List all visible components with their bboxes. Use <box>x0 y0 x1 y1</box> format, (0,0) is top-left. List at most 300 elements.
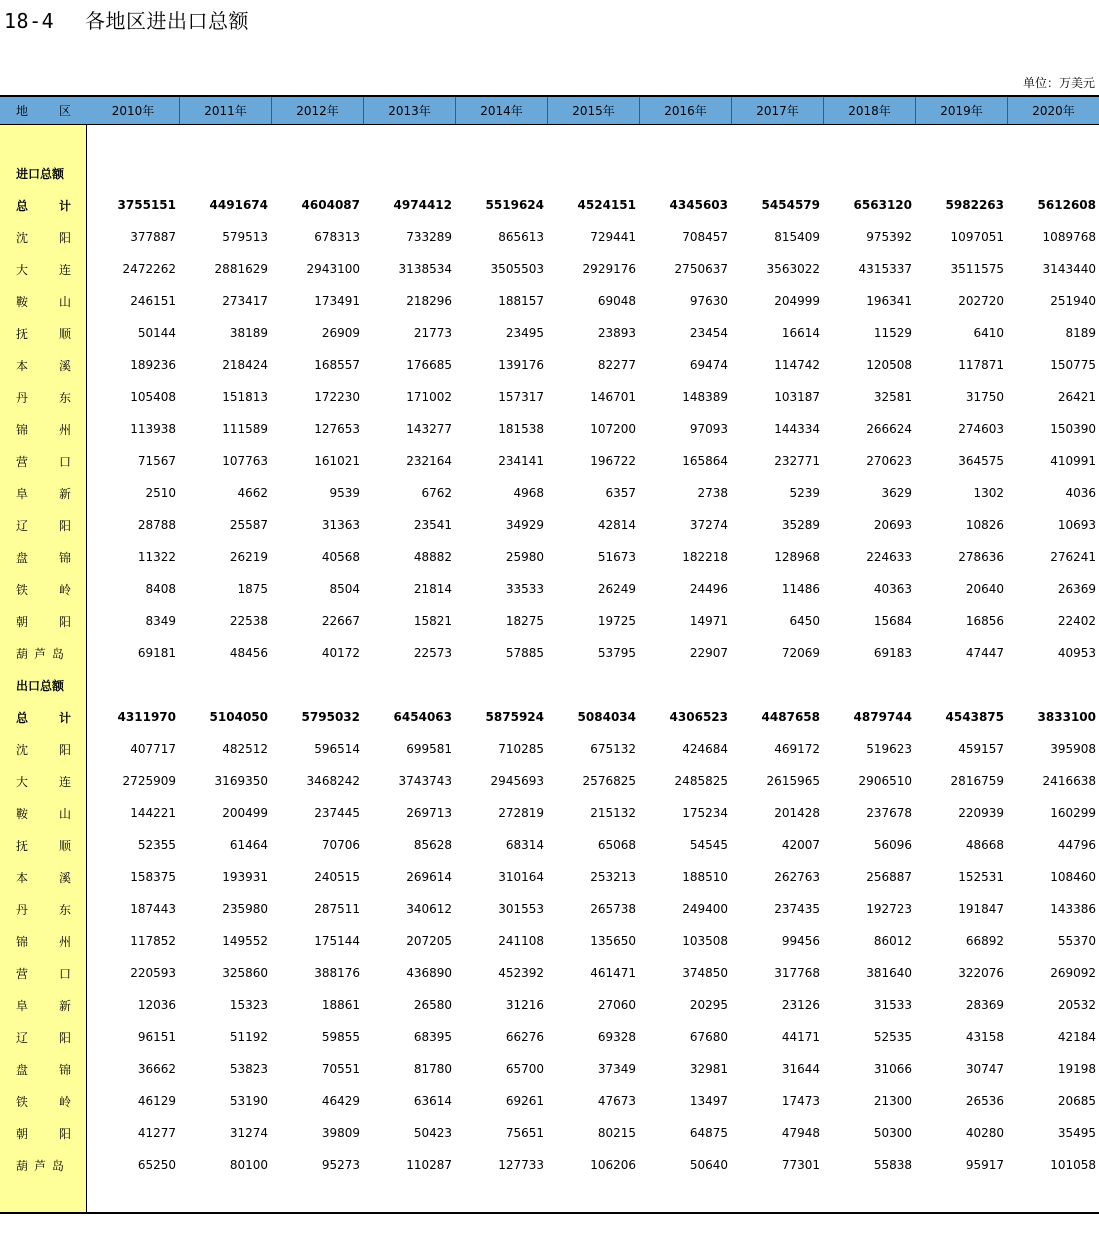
value-cell: 28788 <box>137 518 176 532</box>
region-name-part: 丹 <box>16 902 29 917</box>
table-row <box>0 1149 1099 1181</box>
value-cell: 52355 <box>137 838 176 852</box>
value-cell: 26421 <box>1057 390 1096 404</box>
value-cell: 8504 <box>329 582 360 596</box>
value-cell: 72069 <box>781 646 820 660</box>
value-cell: 31066 <box>873 1062 912 1076</box>
value-cell: 69048 <box>597 294 636 308</box>
value-cell: 70706 <box>321 838 360 852</box>
region-name-part: 新 <box>58 998 71 1013</box>
value-cell: 469172 <box>774 742 820 756</box>
value-cell: 4604087 <box>301 198 360 212</box>
value-cell: 66892 <box>965 934 1004 948</box>
table-row <box>0 317 1099 349</box>
value-cell: 424684 <box>682 742 728 756</box>
value-cell: 241108 <box>498 934 544 948</box>
table-row <box>0 221 1099 253</box>
value-cell: 69328 <box>597 1030 636 1044</box>
value-cell: 42007 <box>781 838 820 852</box>
region-name-part: 鞍 <box>16 806 29 821</box>
value-cell: 64875 <box>689 1126 728 1140</box>
region-name-part: 大 <box>16 262 29 277</box>
region-name-part: 抚 <box>16 838 29 853</box>
value-cell: 13497 <box>689 1094 728 1108</box>
value-cell: 237445 <box>314 806 360 820</box>
value-cell: 127653 <box>314 422 360 436</box>
region-name-part: 山 <box>58 294 71 309</box>
value-cell: 21773 <box>413 326 452 340</box>
value-cell: 1089768 <box>1042 230 1096 244</box>
value-cell: 3833100 <box>1037 710 1096 724</box>
value-cell: 114742 <box>774 358 820 372</box>
value-cell: 20295 <box>689 998 728 1012</box>
value-cell: 232771 <box>774 454 820 468</box>
value-cell: 22907 <box>689 646 728 660</box>
region-name <box>0 581 87 598</box>
value-cell: 269713 <box>406 806 452 820</box>
value-cell: 44796 <box>1057 838 1096 852</box>
value-cell: 26909 <box>321 326 360 340</box>
value-cell: 11322 <box>137 550 176 564</box>
value-cell: 237435 <box>774 902 820 916</box>
value-cell: 3468242 <box>306 774 360 788</box>
value-cell: 23126 <box>781 998 820 1012</box>
region-name <box>0 933 87 950</box>
region-name <box>0 869 87 886</box>
region-name-part: 总 <box>16 198 29 213</box>
value-cell: 4306523 <box>669 710 728 724</box>
value-cell: 22402 <box>1057 614 1096 628</box>
value-cell: 95273 <box>321 1158 360 1172</box>
value-cell: 40953 <box>1057 646 1096 660</box>
value-cell: 113938 <box>130 422 176 436</box>
value-cell: 4974412 <box>393 198 452 212</box>
value-cell: 52535 <box>873 1030 912 1044</box>
value-cell: 4487658 <box>761 710 820 724</box>
region-name <box>0 453 87 470</box>
region-name-part: 州 <box>58 422 71 437</box>
region-name <box>0 325 87 342</box>
region-name-part: 新 <box>58 486 71 501</box>
value-cell: 2416638 <box>1042 774 1096 788</box>
value-cell: 187443 <box>130 902 176 916</box>
region-name <box>0 1093 87 1110</box>
value-cell: 56096 <box>873 838 912 852</box>
value-cell: 40280 <box>965 1126 1004 1140</box>
value-cell: 256887 <box>866 870 912 884</box>
value-cell: 322076 <box>958 966 1004 980</box>
value-cell: 26536 <box>965 1094 1004 1108</box>
table-row <box>0 1021 1099 1053</box>
value-cell: 20640 <box>965 582 1004 596</box>
value-cell: 2615965 <box>766 774 820 788</box>
table-number: 18-4 <box>4 9 55 33</box>
region-name-part: 大 <box>16 774 29 789</box>
value-cell: 2472262 <box>122 262 176 276</box>
value-cell: 26580 <box>413 998 452 1012</box>
value-cell: 15821 <box>413 614 452 628</box>
region-name <box>0 1157 87 1174</box>
value-cell: 196722 <box>590 454 636 468</box>
value-cell: 146701 <box>590 390 636 404</box>
value-cell: 262763 <box>774 870 820 884</box>
region-name-part: 盘 <box>16 1062 29 1077</box>
value-cell: 26219 <box>229 550 268 564</box>
region-name-part: 鞍 <box>16 294 29 309</box>
value-cell: 3143440 <box>1042 262 1096 276</box>
value-cell: 9539 <box>329 486 360 500</box>
region-name <box>0 741 87 758</box>
value-cell: 23495 <box>505 326 544 340</box>
value-cell: 4543875 <box>945 710 1004 724</box>
value-cell: 5875924 <box>485 710 544 724</box>
value-cell: 103187 <box>774 390 820 404</box>
value-cell: 158375 <box>130 870 176 884</box>
value-cell: 325860 <box>222 966 268 980</box>
region-name-part: 营 <box>16 454 29 469</box>
value-cell: 2945693 <box>490 774 544 788</box>
header-year: 2017年 <box>731 97 823 124</box>
value-cell: 143277 <box>406 422 452 436</box>
region-name-part: 溪 <box>58 358 71 373</box>
region-name-part: 抚 <box>16 326 29 341</box>
value-cell: 50300 <box>873 1126 912 1140</box>
region-name <box>0 293 87 310</box>
value-cell: 66276 <box>505 1030 544 1044</box>
value-cell: 269092 <box>1050 966 1096 980</box>
value-cell: 105408 <box>130 390 176 404</box>
value-cell: 51673 <box>597 550 636 564</box>
value-cell: 310164 <box>498 870 544 884</box>
value-cell: 48456 <box>229 646 268 660</box>
value-cell: 461471 <box>590 966 636 980</box>
value-cell: 272819 <box>498 806 544 820</box>
value-cell: 2816759 <box>950 774 1004 788</box>
value-cell: 364575 <box>958 454 1004 468</box>
value-cell: 36662 <box>137 1062 176 1076</box>
value-cell: 4491674 <box>209 198 268 212</box>
value-cell: 69181 <box>137 646 176 660</box>
header-year: 2019年 <box>915 97 1007 124</box>
value-cell: 120508 <box>866 358 912 372</box>
value-cell: 59855 <box>321 1030 360 1044</box>
value-cell: 8189 <box>1065 326 1096 340</box>
table-header <box>0 95 1099 125</box>
value-cell: 975392 <box>866 230 912 244</box>
value-cell: 2725909 <box>122 774 176 788</box>
region-name <box>0 837 87 854</box>
table-row <box>0 1117 1099 1149</box>
value-cell: 2881629 <box>214 262 268 276</box>
value-cell: 301553 <box>498 902 544 916</box>
value-cell: 3755151 <box>117 198 176 212</box>
value-cell: 237678 <box>866 806 912 820</box>
value-cell: 191847 <box>958 902 1004 916</box>
value-cell: 15684 <box>873 614 912 628</box>
value-cell: 44171 <box>781 1030 820 1044</box>
value-cell: 2943100 <box>306 262 360 276</box>
value-cell: 50144 <box>137 326 176 340</box>
region-name-part: 连 <box>58 774 71 789</box>
table-row <box>0 733 1099 765</box>
value-cell: 240515 <box>314 870 360 884</box>
value-cell: 46429 <box>321 1094 360 1108</box>
region-name <box>0 197 87 214</box>
value-cell: 149552 <box>222 934 268 948</box>
total-row <box>0 701 1099 733</box>
value-cell: 85628 <box>413 838 452 852</box>
value-cell: 815409 <box>774 230 820 244</box>
value-cell: 377887 <box>130 230 176 244</box>
value-cell: 192723 <box>866 902 912 916</box>
value-cell: 71567 <box>137 454 176 468</box>
table-body <box>0 157 1099 1181</box>
value-cell: 5239 <box>789 486 820 500</box>
value-cell: 21814 <box>413 582 452 596</box>
value-cell: 69183 <box>873 646 912 660</box>
value-cell: 54545 <box>689 838 728 852</box>
header-year: 2016年 <box>639 97 731 124</box>
region-name-part: 朝 <box>16 1126 29 1141</box>
value-cell: 8408 <box>145 582 176 596</box>
value-cell: 374850 <box>682 966 728 980</box>
value-cell: 436890 <box>406 966 452 980</box>
value-cell: 340612 <box>406 902 452 916</box>
value-cell: 865613 <box>498 230 544 244</box>
region-name-part: 溪 <box>58 870 71 885</box>
region-name-part: 阳 <box>58 742 71 757</box>
value-cell: 96151 <box>137 1030 176 1044</box>
region-name-part: 阳 <box>58 230 71 245</box>
value-cell: 3511575 <box>950 262 1004 276</box>
value-cell: 2906510 <box>858 774 912 788</box>
value-cell: 37349 <box>597 1062 636 1076</box>
value-cell: 106206 <box>590 1158 636 1172</box>
region-name <box>0 485 87 502</box>
value-cell: 103508 <box>682 934 728 948</box>
value-cell: 68314 <box>505 838 544 852</box>
value-cell: 8349 <box>145 614 176 628</box>
value-cell: 579513 <box>222 230 268 244</box>
value-cell: 110287 <box>406 1158 452 1172</box>
value-cell: 40568 <box>321 550 360 564</box>
region-name-part: 葫芦岛 <box>16 646 71 661</box>
value-cell: 81780 <box>413 1062 452 1076</box>
value-cell: 15323 <box>229 998 268 1012</box>
region-name-part: 岭 <box>58 1094 71 1109</box>
value-cell: 69474 <box>689 358 728 372</box>
value-cell: 172230 <box>314 390 360 404</box>
value-cell: 234141 <box>498 454 544 468</box>
value-cell: 266624 <box>866 422 912 436</box>
table-title: 各地区进出口总额 <box>85 9 250 33</box>
value-cell: 188157 <box>498 294 544 308</box>
value-cell: 168557 <box>314 358 360 372</box>
value-cell: 733289 <box>406 230 452 244</box>
region-name-part: 辽 <box>16 518 29 533</box>
value-cell: 708457 <box>682 230 728 244</box>
value-cell: 3563022 <box>766 262 820 276</box>
region-name <box>0 645 87 662</box>
value-cell: 150775 <box>1050 358 1096 372</box>
value-cell: 6357 <box>605 486 636 500</box>
value-cell: 161021 <box>314 454 360 468</box>
value-cell: 182218 <box>682 550 728 564</box>
value-cell: 218296 <box>406 294 452 308</box>
value-cell: 18275 <box>505 614 544 628</box>
value-cell: 65700 <box>505 1062 544 1076</box>
value-cell: 729441 <box>590 230 636 244</box>
value-cell: 11529 <box>873 326 912 340</box>
header-year: 2010年 <box>111 104 155 118</box>
value-cell: 18861 <box>321 998 360 1012</box>
table-row <box>0 1085 1099 1117</box>
value-cell: 151813 <box>222 390 268 404</box>
value-cell: 276241 <box>1050 550 1096 564</box>
value-cell: 273417 <box>222 294 268 308</box>
region-name-part: 山 <box>58 806 71 821</box>
value-cell: 57885 <box>505 646 544 660</box>
value-cell: 139176 <box>498 358 544 372</box>
region-name-part: 计 <box>58 710 71 725</box>
value-cell: 31274 <box>229 1126 268 1140</box>
value-cell: 86012 <box>873 934 912 948</box>
value-cell: 235980 <box>222 902 268 916</box>
value-cell: 25980 <box>505 550 544 564</box>
table-row <box>0 1053 1099 1085</box>
value-cell: 34929 <box>505 518 544 532</box>
value-cell: 32581 <box>873 390 912 404</box>
value-cell: 31644 <box>781 1062 820 1076</box>
section-label: 出口总额 <box>16 678 65 693</box>
value-cell: 37274 <box>689 518 728 532</box>
region-name <box>0 421 87 438</box>
value-cell: 82277 <box>597 358 636 372</box>
header-year: 2015年 <box>547 97 639 124</box>
value-cell: 4036 <box>1065 486 1096 500</box>
value-cell: 148389 <box>682 390 728 404</box>
value-cell: 5795032 <box>301 710 360 724</box>
region-name <box>0 517 87 534</box>
value-cell: 193931 <box>222 870 268 884</box>
value-cell: 108460 <box>1050 870 1096 884</box>
total-row <box>0 189 1099 221</box>
value-cell: 269614 <box>406 870 452 884</box>
region-name-part: 东 <box>58 390 71 405</box>
value-cell: 204999 <box>774 294 820 308</box>
region-name <box>0 965 87 982</box>
value-cell: 232164 <box>406 454 452 468</box>
value-cell: 317768 <box>774 966 820 980</box>
value-cell: 6454063 <box>393 710 452 724</box>
value-cell: 41277 <box>137 1126 176 1140</box>
value-cell: 675132 <box>590 742 636 756</box>
value-cell: 21300 <box>873 1094 912 1108</box>
value-cell: 175144 <box>314 934 360 948</box>
region-name-part: 沈 <box>16 742 29 757</box>
value-cell: 42814 <box>597 518 636 532</box>
header-region-char-2: 区 <box>58 104 71 118</box>
value-cell: 31750 <box>965 390 1004 404</box>
value-cell: 5519624 <box>485 198 544 212</box>
value-cell: 67680 <box>689 1030 728 1044</box>
value-cell: 157317 <box>498 390 544 404</box>
value-cell: 35289 <box>781 518 820 532</box>
value-cell: 6450 <box>789 614 820 628</box>
table-row <box>0 765 1099 797</box>
table-row <box>0 989 1099 1021</box>
region-name-part: 丹 <box>16 390 29 405</box>
table-row <box>0 829 1099 861</box>
table-row <box>0 957 1099 989</box>
value-cell: 75651 <box>505 1126 544 1140</box>
value-cell: 10826 <box>965 518 1004 532</box>
value-cell: 20532 <box>1057 998 1096 1012</box>
value-cell: 48882 <box>413 550 452 564</box>
bottom-rule <box>0 1212 1099 1214</box>
region-name <box>0 901 87 918</box>
header-year: 2013年 <box>363 97 455 124</box>
value-cell: 4968 <box>513 486 544 500</box>
value-cell: 127733 <box>498 1158 544 1172</box>
value-cell: 50423 <box>413 1126 452 1140</box>
value-cell: 173491 <box>314 294 360 308</box>
value-cell: 25587 <box>229 518 268 532</box>
value-cell: 181538 <box>498 422 544 436</box>
table-row <box>0 381 1099 413</box>
value-cell: 5084034 <box>577 710 636 724</box>
header-region <box>0 97 87 124</box>
value-cell: 38189 <box>229 326 268 340</box>
value-cell: 265738 <box>590 902 636 916</box>
region-name <box>0 1061 87 1078</box>
value-cell: 23541 <box>413 518 452 532</box>
value-cell: 47447 <box>965 646 1004 660</box>
value-cell: 710285 <box>498 742 544 756</box>
table-row <box>0 605 1099 637</box>
region-name-part: 口 <box>58 966 71 981</box>
value-cell: 4345603 <box>669 198 728 212</box>
value-cell: 519623 <box>866 742 912 756</box>
region-name-part: 锦 <box>16 422 29 437</box>
value-cell: 4311970 <box>117 710 176 724</box>
table-row <box>0 637 1099 669</box>
region-name-part: 口 <box>58 454 71 469</box>
value-cell: 107763 <box>222 454 268 468</box>
region-name <box>0 389 87 406</box>
value-cell: 22573 <box>413 646 452 660</box>
value-cell: 2485825 <box>674 774 728 788</box>
value-cell: 65250 <box>137 1158 176 1172</box>
value-cell: 22538 <box>229 614 268 628</box>
region-name-part: 本 <box>16 358 29 373</box>
value-cell: 17473 <box>781 1094 820 1108</box>
value-cell: 80215 <box>597 1126 636 1140</box>
value-cell: 20685 <box>1057 1094 1096 1108</box>
value-cell: 5982263 <box>945 198 1004 212</box>
value-cell: 2750637 <box>674 262 728 276</box>
value-cell: 188510 <box>682 870 728 884</box>
value-cell: 388176 <box>314 966 360 980</box>
region-name <box>0 613 87 630</box>
value-cell: 47948 <box>781 1126 820 1140</box>
header-years <box>87 97 1099 124</box>
value-cell: 224633 <box>866 550 912 564</box>
value-cell: 3505503 <box>490 262 544 276</box>
value-cell: 6762 <box>421 486 452 500</box>
value-cell: 1875 <box>237 582 268 596</box>
value-cell: 55370 <box>1057 934 1096 948</box>
